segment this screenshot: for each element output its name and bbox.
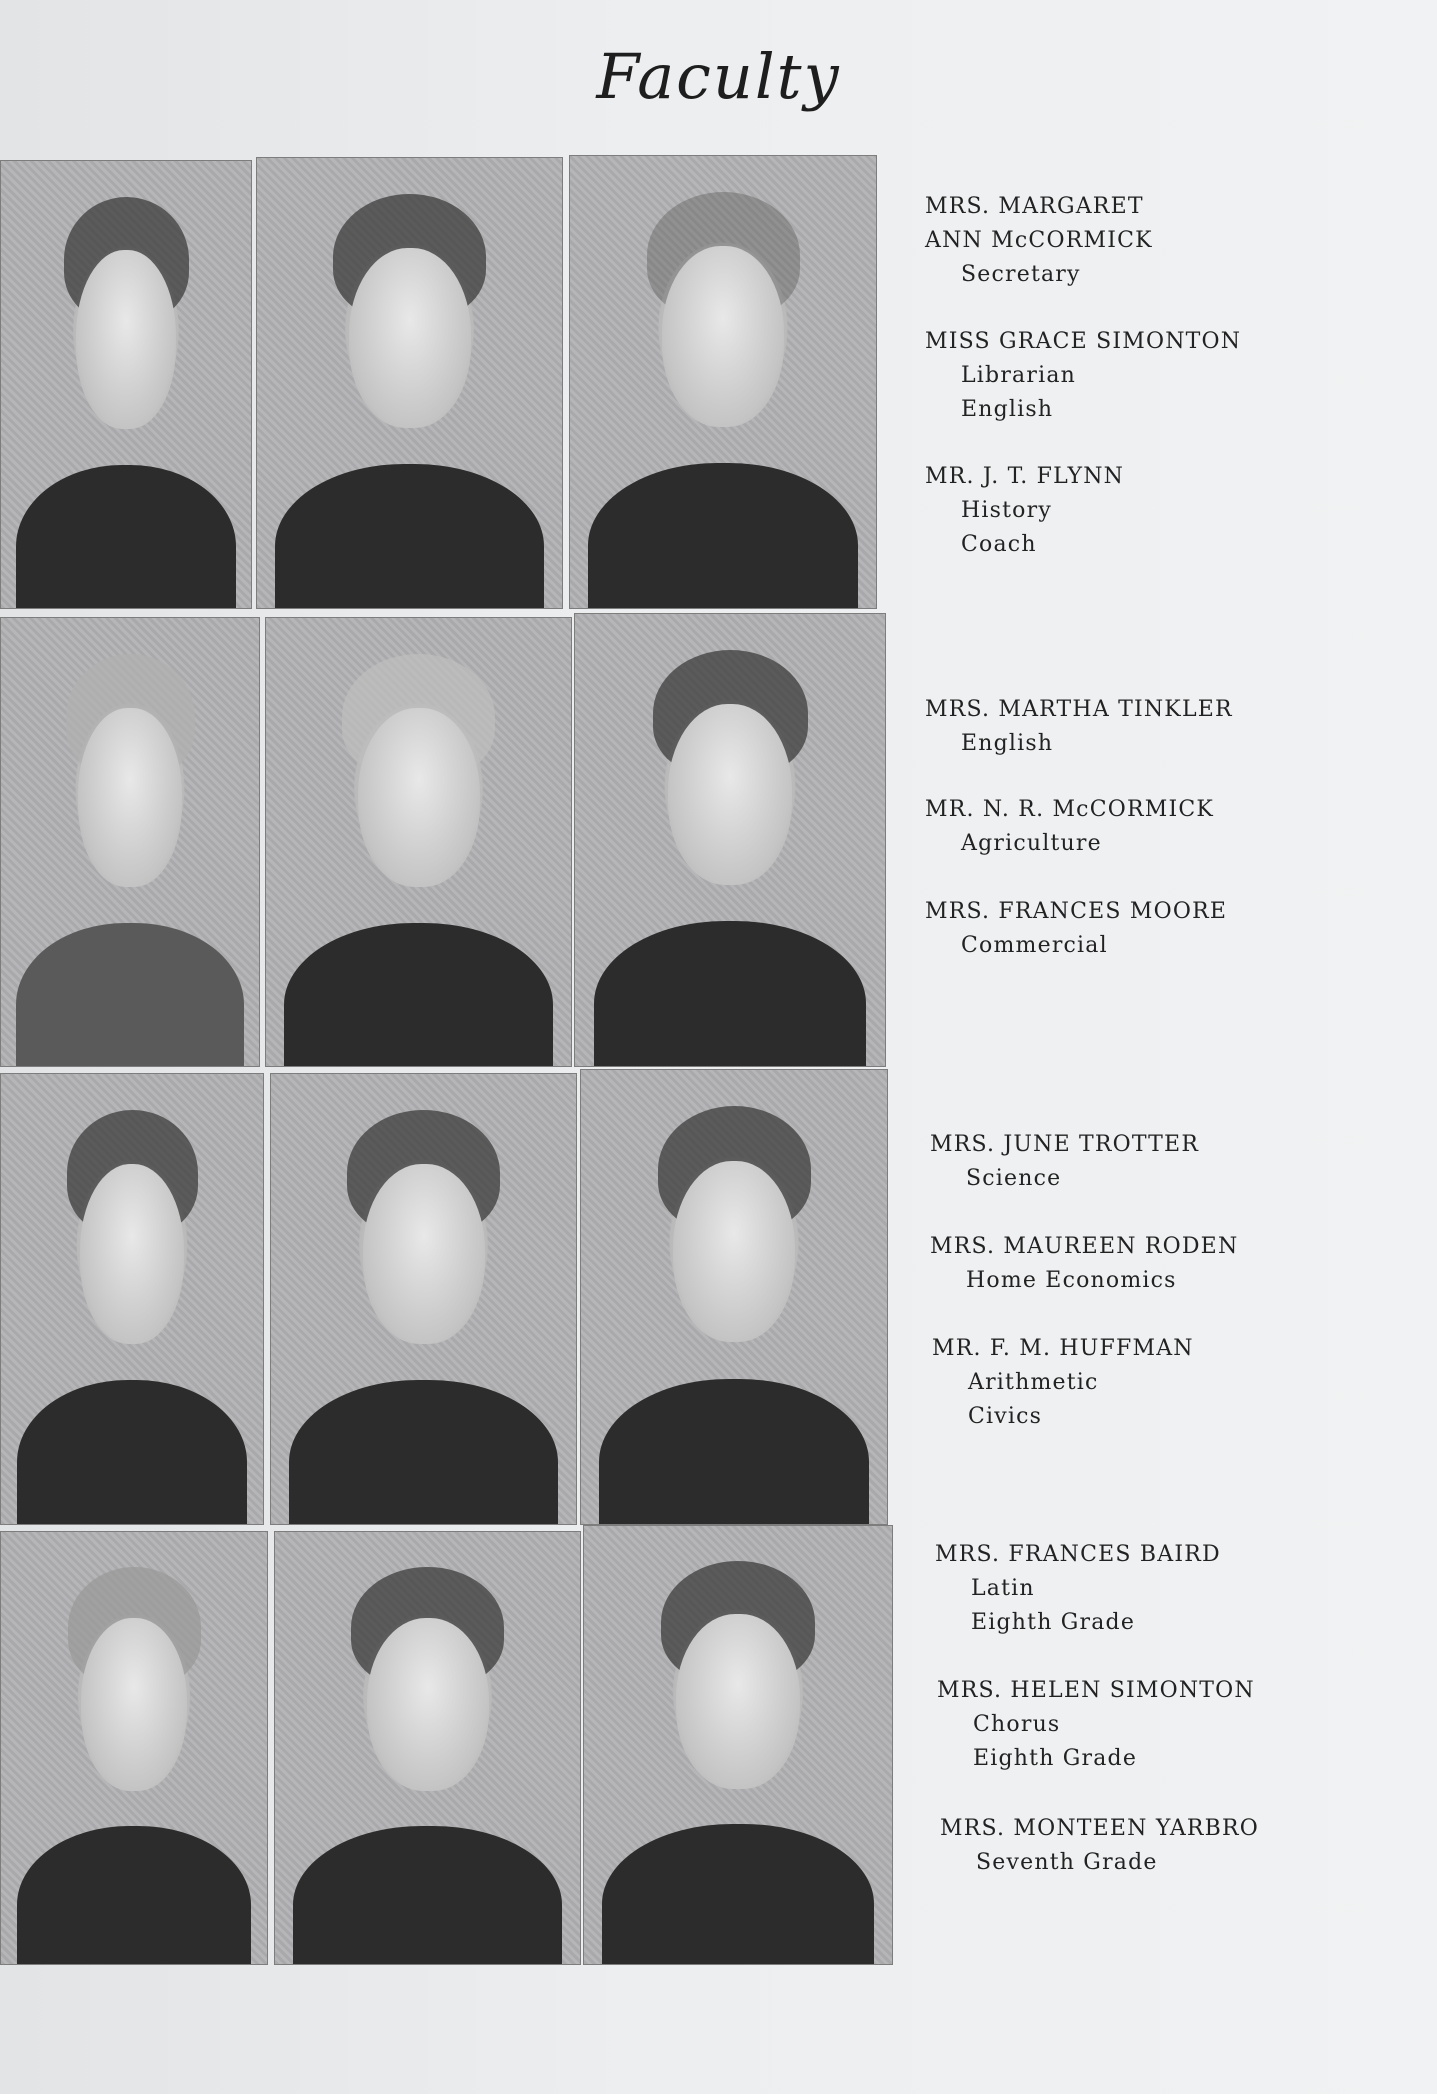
faculty-role: Chorus [973, 1712, 1061, 1737]
faculty-role: Commercial [961, 933, 1108, 958]
faculty-role: Eighth Grade [973, 1746, 1138, 1771]
faculty-portrait-6 [574, 613, 886, 1067]
faculty-entry [932, 1332, 1194, 1434]
faculty-name: MISS GRACE SIMONTON [925, 329, 1242, 354]
faculty-entry [925, 325, 1241, 427]
faculty-name: MRS. FRANCES MOORE [925, 899, 1228, 924]
faculty-name: MRS. HELEN SIMONTON [937, 1678, 1255, 1703]
faculty-name: MRS. JUNE TROTTER [930, 1132, 1200, 1157]
faculty-role: Eighth Grade [971, 1610, 1136, 1635]
faculty-entry [930, 1128, 1199, 1196]
faculty-role: Agriculture [961, 831, 1102, 856]
faculty-portrait-2 [256, 157, 563, 609]
faculty-entry [937, 1674, 1255, 1776]
faculty-name: MRS. MARGARET [925, 194, 1144, 219]
faculty-entry [925, 190, 1153, 292]
faculty-role: Seventh Grade [976, 1850, 1158, 1875]
faculty-portrait-11 [274, 1531, 581, 1965]
faculty-role: Civics [968, 1404, 1043, 1429]
faculty-entry [925, 895, 1227, 963]
faculty-portrait-5 [265, 617, 572, 1067]
faculty-name: MR. F. M. HUFFMAN [932, 1336, 1194, 1361]
faculty-entry [925, 693, 1233, 761]
faculty-role: English [961, 731, 1054, 756]
page-title: Faculty [596, 40, 841, 113]
faculty-role: Home Economics [966, 1268, 1177, 1293]
faculty-entry [935, 1538, 1221, 1640]
faculty-role: History [961, 498, 1052, 523]
faculty-portrait-4 [0, 617, 260, 1067]
faculty-role: English [961, 397, 1054, 422]
faculty-photo-grid [0, 155, 895, 1965]
faculty-entry [925, 793, 1214, 861]
faculty-name: MR. J. T. FLYNN [925, 464, 1125, 489]
faculty-portrait-1 [0, 160, 252, 609]
faculty-portrait-9 [580, 1069, 888, 1525]
faculty-name: MRS. MARTHA TINKLER [925, 697, 1233, 722]
faculty-entry [930, 1230, 1238, 1298]
faculty-portrait-3 [569, 155, 877, 609]
faculty-entry [940, 1812, 1259, 1880]
faculty-portrait-8 [270, 1073, 577, 1525]
faculty-portrait-7 [0, 1073, 264, 1525]
faculty-name: MRS. MONTEEN YARBRO [940, 1816, 1260, 1841]
faculty-name: MRS. FRANCES BAIRD [935, 1542, 1221, 1567]
faculty-name: ANN McCORMICK [925, 228, 1153, 253]
faculty-role: Librarian [961, 363, 1076, 388]
faculty-portrait-10 [0, 1531, 268, 1965]
faculty-entry [925, 460, 1124, 562]
faculty-role: Secretary [961, 262, 1081, 287]
faculty-role: Arithmetic [968, 1370, 1099, 1395]
faculty-role: Latin [971, 1576, 1035, 1601]
faculty-role: Coach [961, 532, 1037, 557]
faculty-role: Science [966, 1166, 1062, 1191]
faculty-portrait-12 [583, 1525, 893, 1965]
faculty-name: MRS. MAUREEN RODEN [930, 1234, 1239, 1259]
faculty-name: MR. N. R. McCORMICK [925, 797, 1215, 822]
